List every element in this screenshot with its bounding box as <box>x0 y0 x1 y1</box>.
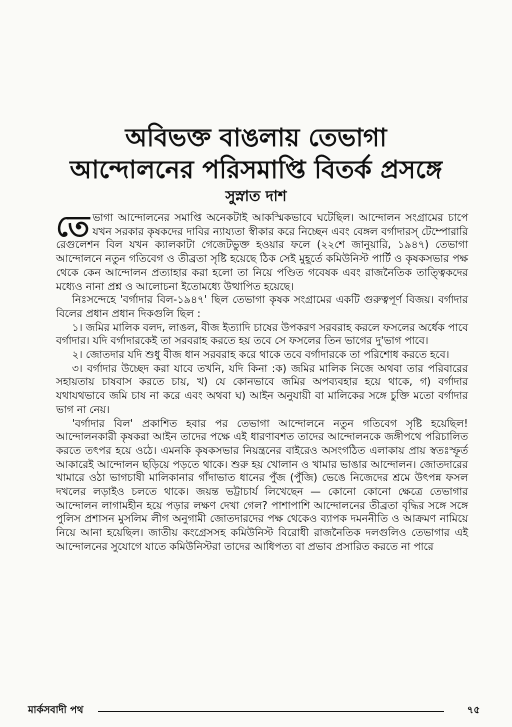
list-item: ২। জোতদার যদি শুধু বীজ ধান সরবরাহ করে থাকে তবে বর্গাদারকে তা পরিশোধ করতে হবে। <box>72 349 450 362</box>
article-title-line-1: অবিভক্ত বাঙলায় তেভাগা <box>125 123 387 152</box>
paragraph: নিঃসন্দেহে 'বর্গাদার বিল-১৯৪৭' ছিল তেভাগা কৃষক সংগ্রামের একটি গুরুত্বপূর্ণ বিজয়। বর্গাদার বিলের প্রধান প্রধান দিকগুলি ছিল : <box>56 294 468 320</box>
paragraph-intro-text: ভাগা আন্দোলনের সমাপ্তি অনেকটাই আকস্মিকভাবে ঘটেছিল। আন্দোলন সংগ্রামের চাপে যখন সরকার কৃষকদের দাবির ন্যায্যতা স্বীকার করে নিচ্ছেন এবং বেঙ্গল বর্গাদারস্ টেম্পোরারি রেগুলেশন বিল যখন ক্যালকাটা গেজেটভুক্ত হওয়ার ফলে (২২শে জানুয়ারি, ১৯৪৭) তেভাগা আন্দোলনে নতুন গতিবেগ ও তীব্রতা সৃষ্টি হয়েছে ঠিক সেই মুহূর্তে কমিউনিস্ট পার্টি ও কৃষকসভার পক্ষ থেকে কেন আন্দোলন প্রত্যাহার করা হলো তা নিয়ে পণ্ডিত গবেষক এবং রাজনৈতিক তাত্ত্বিকদের মধ্যেও নানা প্রশ্ন ও আলোচনা ইতোমধ্যে উত্থাপিত হয়েছে। <box>56 212 468 293</box>
article-author: সুস্নাত দাশ <box>225 187 287 205</box>
article-body <box>56 209 468 555</box>
page-footer <box>28 703 480 717</box>
paragraph-intro <box>56 209 468 294</box>
drop-cap: তে <box>56 209 90 243</box>
list-item: ১। জমির মালিক বলদ, লাঙল, বীজ ইত্যাদি চাষের উপকরণ সরবরাহ করলে ফসলের অর্ধেক পাবে বর্গাদার। যদি বর্গাদারকেই তা সরবরাহ করতে হয় তবে সে ফসলের তিন ভাগের দু'ভাগ পাবে। <box>56 321 468 348</box>
publication-name: মার্কসবাদী পথ <box>28 705 84 716</box>
list-item: ৩। বর্গাদার উচ্ছেদ করা যাবে তখনি, যদি কিনা :ক) জমির মালিক নিজে অথবা তার পরিবারের সহায়তায় চাষবাস করতে চায়, খ) যে কোনভাবে জমির অপব্যবহার হয়ে থাকে, গ) বর্গাদার যথাযথভাবে জমি চাষ না করে এবং অথবা ঘ) আইন অনুযায়ী বা মালিকের সঙ্গে চুক্তি মতো বর্গাদার ভাগ না নেয়। <box>56 362 468 416</box>
paragraph: 'বর্গাদার বিল' প্রকাশিত হবার পর তেভাগা আন্দোলনে নতুন গতিবেগ সৃষ্টি হয়েছিল! আন্দোলনকারী কৃষকরা আইন তাদের পক্ষে এই ধারণাবশত তাদের আন্দোলনকে জঙ্গীপথে পরিচালিত করতে তৎপর হয়ে ওঠে। এমনকি কৃষকসভার নিয়ন্ত্রনের বাইরেও অসংগঠিত এলাকায় প্রায় স্বতঃস্ফূর্ত আকারেই আন্দোলন ছড়িয়ে পড়তে থাকে। শুরু হয় খোলান ও খামার ভাঙার আন্দোলন। জোতদারের খামারে ওঠা ভাগচাষী মালিকানার গাঁদাভাত ধানের পুঁজ (পুঁজি) ভেঙে নিজেদের শ্রমে উৎপন্ন ফসল দখলের লড়াইও চলতে থাকে। জয়ন্ত ভট্টাচার্য লিখেছেন — কোনো কোনো ক্ষেত্রে তেভাগার আন্দোলন লাগামহীন হয়ে পড়ার লক্ষণ দেখা গেল? পাশাপাশি আন্দোলনের তীব্রতা বৃদ্ধির সঙ্গে সঙ্গে পুলিস প্রশাসন মুসলিম লীগ অনুগামী জোতদারদের পক্ষ থেকেও ব্যাপক দমননীতি ও আক্রমণ নামিয়ে নিয়ে আনা হয়েছিল। জাতীয় কংগ্রেসসহ কমিউনিস্ট বিরোধী রাজনৈতিক দলগুলিও তেভাগার এই আন্দোলনের সুযোগে যাতে কমিউনিস্টরা তাদের আধিপত্য বা প্রভাব প্রসারিত করতে না পারে <box>56 417 468 553</box>
page-number: ৭৫ <box>467 705 480 716</box>
footer-rule <box>98 711 444 712</box>
article-title-line-2: আন্দোলনের পরিসমাপ্তি বিতর্ক প্রসঙ্গে <box>69 155 443 184</box>
